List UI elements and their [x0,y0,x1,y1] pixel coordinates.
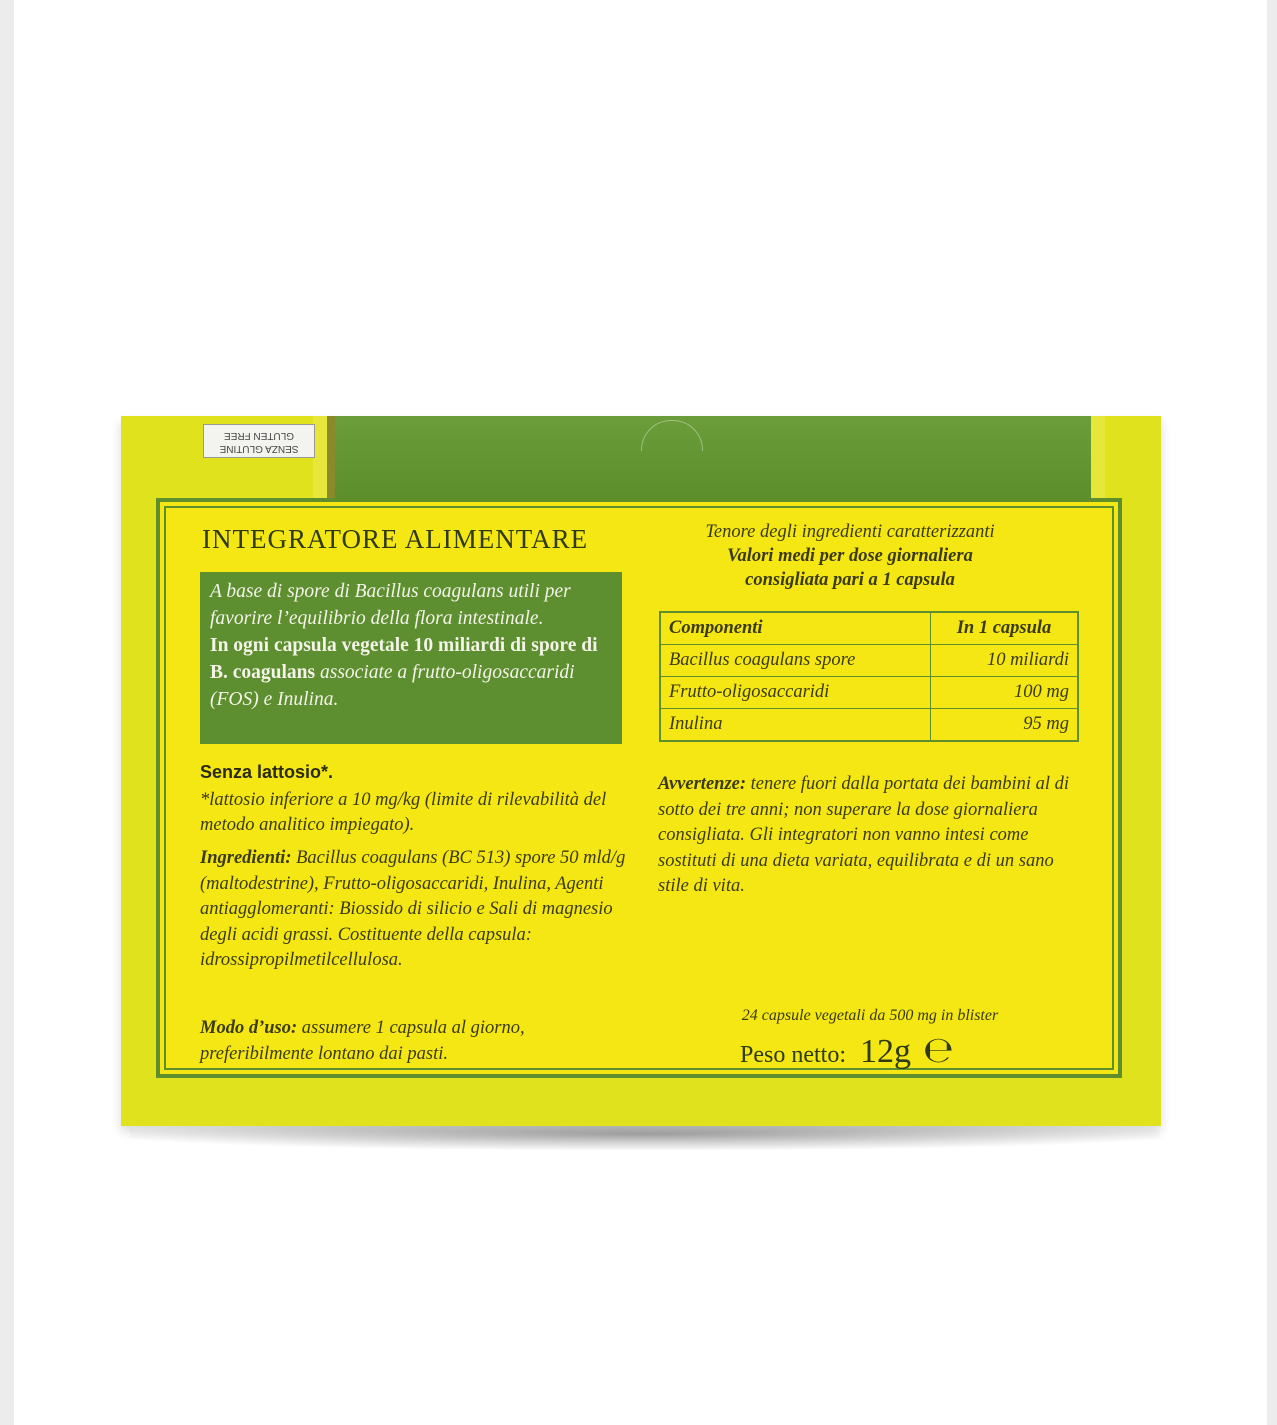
claim-text: A base di spore di Bacillus coagulans utili per favorire l’equilibrio della flora intestinale. [210,581,571,629]
lactose-title-text: Senza lattosio* [200,762,329,782]
warnings-text: tenere fuori dalla portata dei bambini al di sotto dei tre anni; non superare la dose giornaliera consigliata. Gli integratori non vanno intesi come sostituti di una dieta variata, equilibrata e di un sano stile di vita. [658,774,1070,896]
row-name: Frutto-oligosaccaridi [660,677,931,709]
row-value: 10 miliardi [931,645,1079,677]
row-value: 95 mg [931,709,1079,742]
column-header-components: Componenti [660,612,931,645]
row-name: Bacillus coagulans spore [660,645,931,677]
table-row [660,677,1078,709]
flap-stripe [313,416,327,498]
capsule-count: 24 capsule vegetali da 500 mg in blister [741,1007,999,1024]
claim-box [200,572,622,744]
table-row [660,709,1078,742]
left-frame [0,0,14,1425]
usage [200,1016,630,1067]
row-name: Inulina [660,709,931,742]
flap-stripe-dark [327,416,335,498]
lactose-note: *lattosio inferiore a 10 mg/kg (limite di rilevabilità del metodo analitico impiegato). [200,790,607,835]
nutrition-heading-3: consigliata pari a 1 capsula [745,570,955,590]
ingredients-text: Bacillus coagulans (BC 513) spore 50 mld/g (maltodestrine), Frutto-oligosaccaridi, Inulina, Agenti antiagglomeranti: Biossido di silicio e Sali di magnesio degli acidi grassi. Costituente della capsula: idrossipropilmetilcellulosa. [200,848,626,970]
label-panel [156,498,1122,1078]
nutrition-table [659,611,1079,742]
net-weight [740,1030,954,1071]
warnings-label: Avvertenze: [658,774,747,794]
claim-italic: associate a frutto-oligosaccaridi (FOS) e Inulina. [210,662,575,710]
column-header-per-capsule: In 1 capsula [931,612,1079,645]
lactose-free-title: Senza lattosio*. [200,762,334,782]
product-box [121,416,1161,1126]
gluten-free-label: SENZA GLUTINE GLUTEN FREE [203,424,315,458]
usage-label: Modo d’uso: [200,1018,298,1038]
warnings [658,772,1088,900]
nutrition-heading-1: Tenore degli ingredienti caratterizzanti [705,522,995,542]
ingredients [200,846,630,974]
estimated-sign-icon: ℮ [923,1030,954,1071]
table-row [660,645,1078,677]
net-weight-value: 12g [860,1033,911,1070]
flap-stripe-right [1091,416,1105,498]
nutrition-heading-2: Valori medi per dose giornaliera [727,546,973,566]
product-heading: INTEGRATORE ALIMENTARE [202,524,589,554]
right-frame [1267,0,1277,1425]
net-weight-label: Peso netto: [740,1042,846,1068]
flap-yellow-right [1105,416,1161,498]
table-header-row [660,612,1078,645]
row-value: 100 mg [931,677,1079,709]
claim-bold: In ogni capsula vegetale 10 miliardi di spore di B. coagulans [210,635,598,683]
ingredients-label: Ingredienti: [200,848,292,868]
nutrition-heading [660,520,1040,592]
usage-text: assumere 1 capsula al giorno, preferibilmente lontano dai pasti. [200,1018,525,1064]
